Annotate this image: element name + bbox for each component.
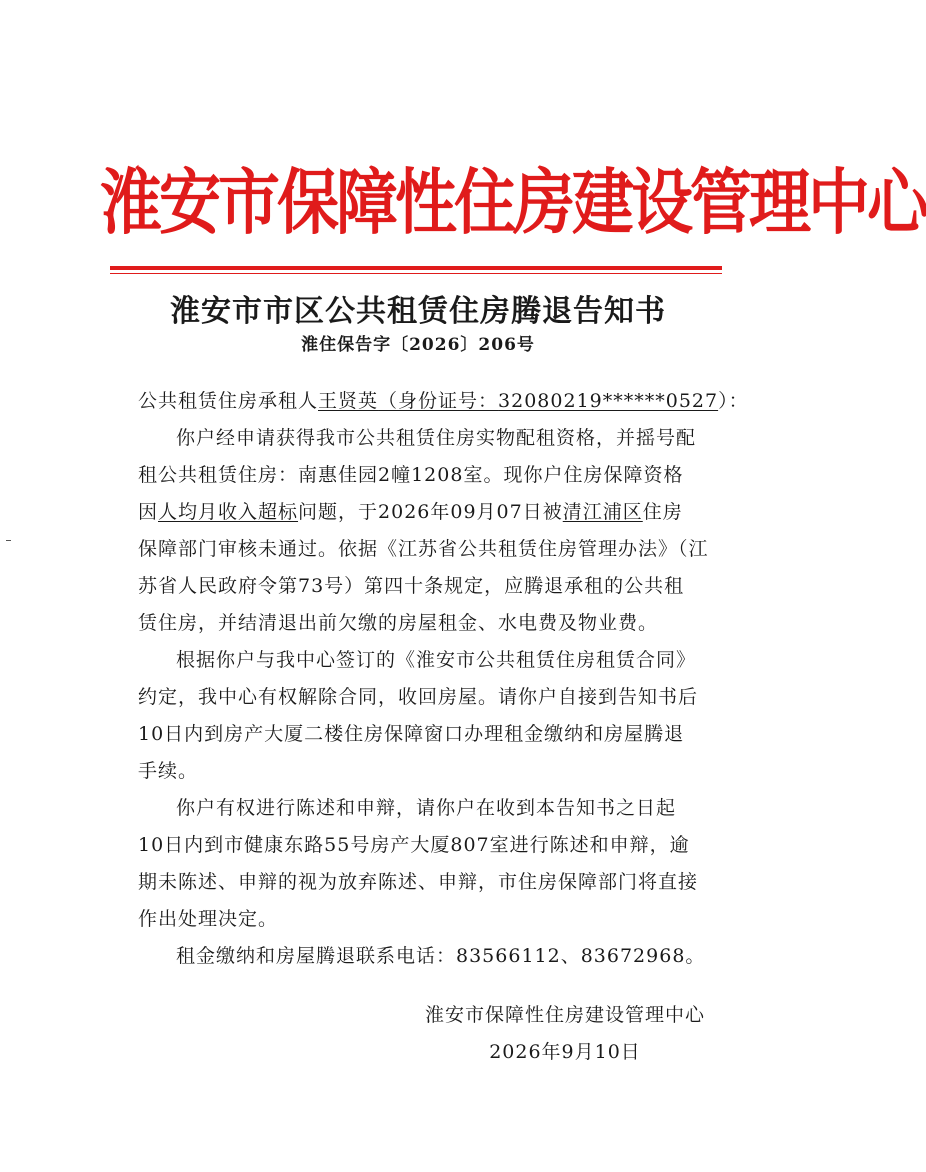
text-run: 住房: [642, 501, 683, 523]
notice-title: 淮安市市区公共租赁住房腾退告知书: [170, 294, 666, 329]
tenant-id-number: 32080219******0527: [498, 390, 719, 412]
tenant-id-close: ）：: [718, 390, 749, 412]
paragraph-line: [138, 499, 722, 525]
signature-date: 2026年9月10日: [489, 1041, 641, 1063]
paragraph-line: 约定，我中心有权解除合同，收回房屋。请你户自接到告知书后: [138, 686, 699, 708]
paragraph-line: 根据你户与我中心签订的《淮安市公共租赁住房租赁合同》: [176, 649, 697, 671]
paragraph-line: 10日内到市健康东路55号房产大厦807室进行陈述和申辩，逾: [138, 834, 690, 856]
text-run: 因: [138, 501, 159, 523]
paragraph-line: 手续。: [138, 760, 199, 782]
district-text: 清江浦区: [562, 501, 643, 523]
paragraph-line: 期未陈述、申辩的视为放弃陈述、申辩，市住房保障部门将直接: [138, 871, 699, 893]
paragraph-line: 租公共租赁住房：南惠佳园2幢1208室。现你户住房保障资格: [138, 464, 684, 486]
paragraph-line: 苏省人民政府令第73号）第四十条规定，应腾退承租的公共租: [138, 575, 685, 597]
header-rule-thick: [110, 266, 722, 270]
tenant-name: 王贤英: [318, 390, 379, 412]
header-rule-thin: [110, 273, 722, 274]
tenant-line: [138, 388, 749, 414]
signature-org: 淮安市保障性住房建设管理中心: [424, 1004, 705, 1026]
scan-speck: [6, 540, 11, 541]
text-run: 问题，于2026年09月07日被: [298, 501, 563, 523]
reason-text: 人均月收入超标: [158, 501, 299, 523]
paragraph-line: 保障部门审核未通过。依据《江苏省公共租赁住房管理办法》（江: [138, 538, 709, 560]
tenant-prefix: 公共租赁住房承租人: [138, 390, 319, 412]
paragraph-line: 你户经申请获得我市公共租赁住房实物配租资格，并摇号配: [176, 427, 697, 449]
paragraph-line: 你户有权进行陈述和申辩，请你户在收到本告知书之日起: [176, 797, 677, 819]
paragraph-line: 作出处理决定。: [138, 908, 279, 930]
contact-line: 租金缴纳和房屋腾退联系电话：83566112、83672968。: [176, 945, 706, 967]
tenant-id-open: （身份证号：: [378, 390, 499, 412]
document-number: 淮住保告字〔2026〕206号: [301, 335, 535, 355]
org-header: 淮安市保障性住房建设管理中心: [100, 160, 926, 245]
paragraph-line: 赁住房，并结清退出前欠缴的房屋租金、水电费及物业费。: [138, 612, 659, 634]
paragraph-line: 10日内到房产大厦二楼住房保障窗口办理租金缴纳和房屋腾退: [138, 723, 685, 745]
